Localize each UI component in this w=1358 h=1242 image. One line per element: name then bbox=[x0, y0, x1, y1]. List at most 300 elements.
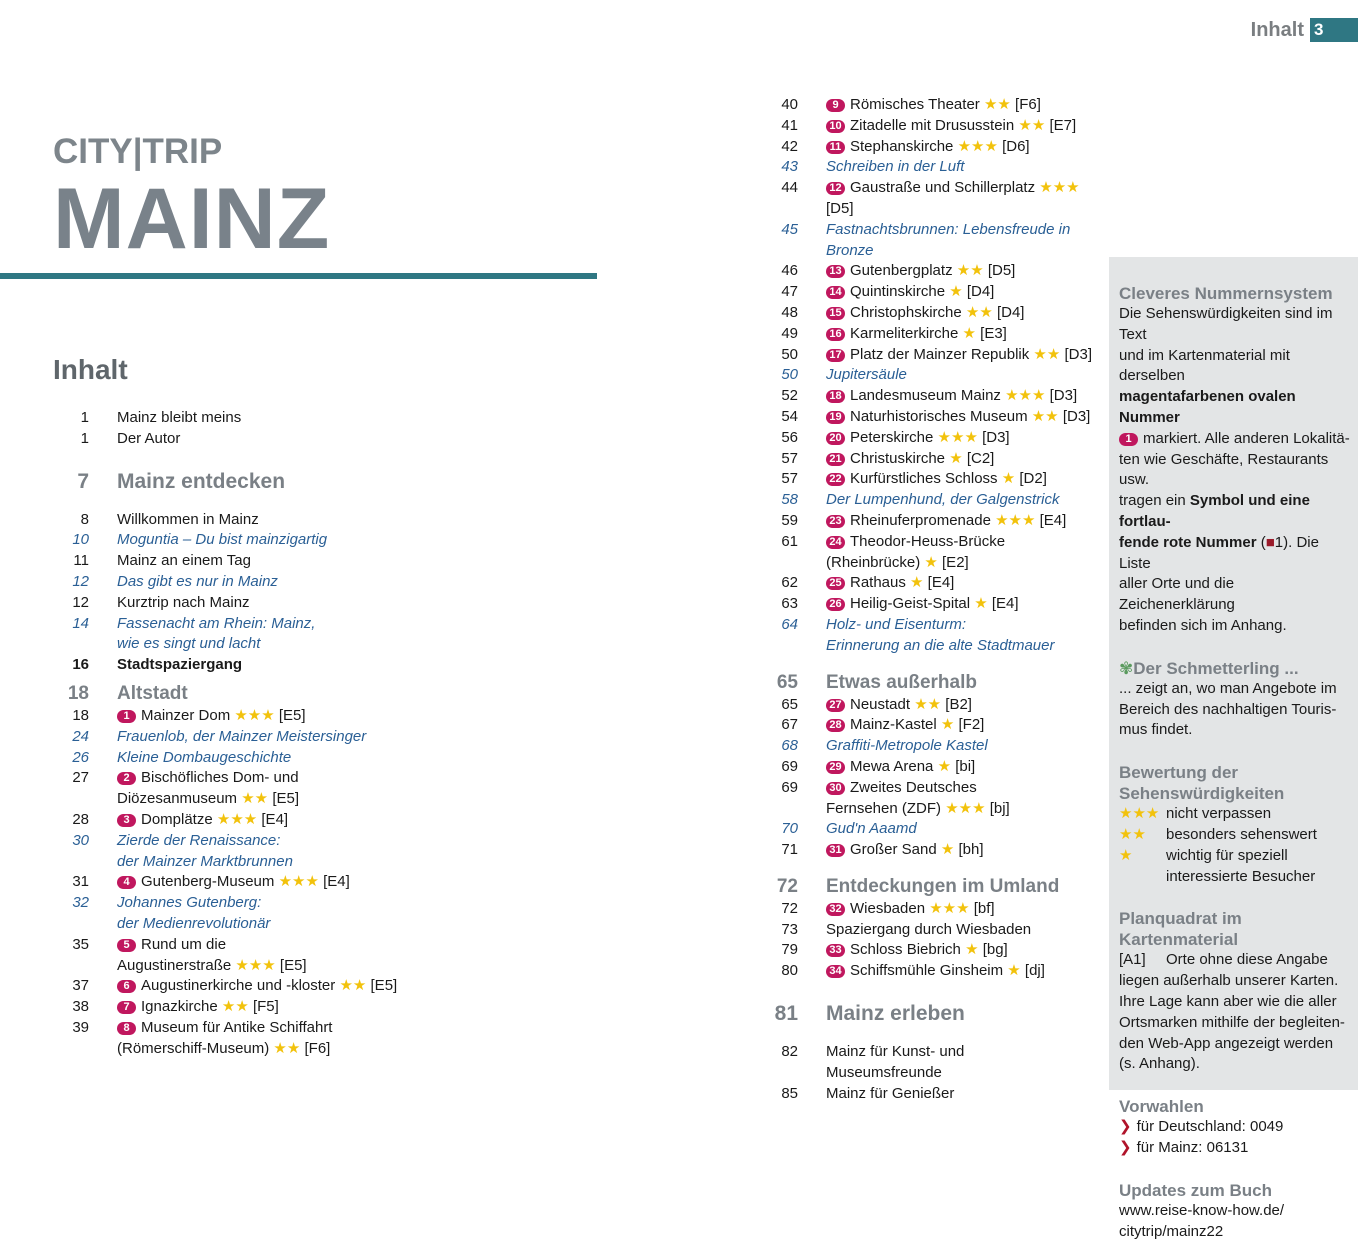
sight-name: Schiffsmühle Ginsheim bbox=[850, 962, 1003, 979]
sight-marker: 7 bbox=[117, 1001, 136, 1014]
toc-title: Jupitersäule bbox=[798, 365, 1110, 386]
star-rating: ★★★ bbox=[929, 900, 969, 917]
sight-marker: 6 bbox=[117, 980, 136, 993]
toc-page: 11 bbox=[53, 551, 89, 572]
grid-ref: [E5] bbox=[279, 707, 306, 724]
toc-sight[interactable] bbox=[53, 768, 473, 789]
sight-name: Mewa Arena bbox=[850, 758, 933, 775]
toc-page: 47 bbox=[760, 282, 798, 303]
star-rating: ★★ bbox=[241, 790, 268, 807]
sight-name: Bischöfliches Dom- und bbox=[141, 769, 299, 786]
toc-title: Stadtspaziergang bbox=[89, 655, 473, 676]
toc-sight[interactable] bbox=[53, 1018, 473, 1039]
sight-name: Rathaus bbox=[850, 574, 906, 591]
grid-ref: [dj] bbox=[1025, 962, 1045, 979]
sight-name: Gutenbergplatz bbox=[850, 262, 953, 279]
dialing-text: für Mainz: 06131 bbox=[1137, 1139, 1249, 1156]
url-line[interactable]: www.reise-know-how.de/ bbox=[1119, 1201, 1350, 1222]
text-line bbox=[1119, 950, 1350, 971]
toc-sight[interactable] bbox=[53, 872, 473, 893]
grid-ref: [D3] bbox=[1050, 387, 1078, 404]
toc-sight[interactable] bbox=[760, 573, 1110, 594]
sight-marker: 26 bbox=[826, 598, 845, 611]
grid-ref: [E5] bbox=[371, 977, 398, 994]
star-rating: ★★ bbox=[914, 696, 941, 713]
toc-title: der Medienrevolutionär bbox=[89, 914, 473, 935]
text-line: Ihre Lage kann aber wie die aller bbox=[1119, 992, 1350, 1013]
star-rating: ★★★ bbox=[1119, 804, 1166, 825]
toc-title: Mainz bleibt meins bbox=[89, 408, 473, 429]
sight-name: Neustadt bbox=[850, 696, 910, 713]
toc-chapter-title: Altstadt bbox=[89, 682, 473, 706]
toc-page: 26 bbox=[53, 748, 89, 769]
star-rating: ★ bbox=[974, 595, 987, 612]
toc-page: 69 bbox=[760, 757, 798, 778]
sight-marker: 3 bbox=[117, 814, 136, 827]
shop-bag-icon: ■ bbox=[1266, 534, 1275, 551]
dialing-text: für Deutschland: 0049 bbox=[1137, 1118, 1284, 1135]
star-rating: ★★★ bbox=[235, 957, 275, 974]
toc-page: 41 bbox=[760, 116, 798, 137]
sight-name: Museum für Antike Schiffahrt bbox=[141, 1019, 332, 1036]
toc-sight[interactable] bbox=[53, 997, 473, 1018]
toc-title: Erinnerung an die alte Stadtmauer bbox=[798, 636, 1110, 657]
toc-entry[interactable] bbox=[53, 655, 473, 676]
toc-page: 28 bbox=[53, 810, 89, 831]
sight-marker: 33 bbox=[826, 944, 845, 957]
toc-entry-feature[interactable] bbox=[53, 893, 473, 914]
grid-ref: [B2] bbox=[945, 696, 972, 713]
grid-ref: [D4] bbox=[997, 304, 1025, 321]
dialing-list bbox=[1119, 1117, 1350, 1159]
grid-ref: [D3] bbox=[982, 429, 1010, 446]
toc-page: 50 bbox=[760, 345, 798, 366]
text-line: und im Kartenmaterial mit derselben bbox=[1119, 346, 1350, 388]
star-rating: ★★ bbox=[966, 304, 993, 321]
toc-page: 40 bbox=[760, 95, 798, 116]
grid-ref: [bf] bbox=[974, 900, 995, 917]
toc-page: 57 bbox=[760, 469, 798, 490]
toc-right-column bbox=[760, 95, 1110, 1104]
grid-ref: [E2] bbox=[942, 554, 969, 571]
info-sidebar bbox=[1109, 257, 1358, 1090]
star-rating: ★★★ bbox=[1039, 179, 1079, 196]
toc-page: 79 bbox=[760, 940, 798, 961]
dialing-item bbox=[1119, 1138, 1350, 1159]
text-line: Die Sehenswürdigkeiten sind im Text bbox=[1119, 304, 1350, 346]
toc-entry[interactable] bbox=[53, 429, 473, 450]
toc-page: 32 bbox=[53, 893, 89, 914]
grid-ref: [E4] bbox=[1040, 512, 1067, 529]
toc-page: 59 bbox=[760, 511, 798, 532]
toc-entry-feature[interactable] bbox=[53, 572, 473, 593]
dialing-item bbox=[1119, 1117, 1350, 1138]
toc-title: Schreiben in der Luft bbox=[798, 157, 1110, 178]
text-line: mus findet. bbox=[1119, 720, 1350, 741]
star-rating: ★★ bbox=[1018, 117, 1045, 134]
numbering-text bbox=[1119, 304, 1350, 637]
sight-name: Zitadelle mit Drususstein bbox=[850, 117, 1014, 134]
toc-page: 7 bbox=[53, 470, 89, 494]
butterfly-heading bbox=[1119, 658, 1350, 679]
toc-sight[interactable] bbox=[760, 899, 1110, 920]
toc-entry[interactable] bbox=[53, 408, 473, 429]
text-fragment: tragen ein bbox=[1119, 492, 1186, 509]
toc-title: Der Autor bbox=[89, 429, 473, 450]
toc-sight[interactable] bbox=[760, 407, 1110, 428]
sight-name: Rheinuferpromenade bbox=[850, 512, 991, 529]
grid-ref: [D5] bbox=[826, 200, 854, 217]
sight-name: Ignazkirche bbox=[141, 998, 218, 1015]
rating-row bbox=[1119, 825, 1350, 846]
toc-sight[interactable] bbox=[760, 469, 1110, 490]
sight-marker: 20 bbox=[826, 432, 845, 445]
text-line: ten wie Geschäfte, Restaurants usw. bbox=[1119, 450, 1350, 492]
star-rating: ★★★ bbox=[279, 873, 319, 890]
toc-page: 27 bbox=[53, 768, 89, 789]
sight-name: Karmeliterkirche bbox=[850, 325, 958, 342]
star-rating: ★★ bbox=[339, 977, 366, 994]
toc-page: 24 bbox=[53, 727, 89, 748]
updates-link[interactable] bbox=[1119, 1201, 1350, 1242]
toc-title: Mainz für Genießer bbox=[798, 1084, 1110, 1105]
toc-title: Fastnachtsbrunnen: Lebensfreude in Bronze bbox=[798, 220, 1110, 262]
grid-ref: [E5] bbox=[272, 790, 299, 807]
star-rating: ★ bbox=[910, 574, 923, 591]
sight-marker: 10 bbox=[826, 120, 845, 133]
toc-page: 62 bbox=[760, 573, 798, 594]
toc-chapter-title: Mainz entdecken bbox=[89, 470, 473, 494]
sight-name: Diözesanmuseum bbox=[117, 790, 237, 807]
toc-page: 50 bbox=[760, 365, 798, 386]
sight-marker: 17 bbox=[826, 349, 845, 362]
star-rating: ★★ bbox=[273, 1040, 300, 1057]
text-line: aller Orte und die Zeichenerklärung bbox=[1119, 574, 1350, 616]
sight-name: Gaustraße und Schillerplatz bbox=[850, 179, 1035, 196]
toc-page: 42 bbox=[760, 137, 798, 158]
text-line: Ortsmarken mithilfe der begleiten- bbox=[1119, 1013, 1350, 1034]
sight-name: Mainz-Kastel bbox=[850, 716, 937, 733]
heading-line: Sehenswürdigkeiten bbox=[1119, 783, 1350, 804]
toc-page: 58 bbox=[760, 490, 798, 511]
chevron-right-icon: ❯ bbox=[1119, 1139, 1132, 1156]
toc-sight[interactable] bbox=[53, 976, 473, 997]
toc-sight[interactable] bbox=[760, 532, 1110, 553]
toc-entry-feature[interactable] bbox=[53, 748, 473, 769]
toc-page: 30 bbox=[53, 831, 89, 852]
sight-name: Platz der Mainzer Republik bbox=[850, 346, 1029, 363]
toc-sight[interactable] bbox=[760, 261, 1110, 282]
toc-entry[interactable] bbox=[53, 593, 473, 614]
toc-entry-feature[interactable] bbox=[760, 490, 1110, 511]
grid-ref: [E5] bbox=[280, 957, 307, 974]
toc-page: 39 bbox=[53, 1018, 89, 1039]
star-rating: ★ bbox=[949, 283, 962, 300]
star-rating: ★★★ bbox=[995, 512, 1035, 529]
toc-title: Moguntia – Du bist mainzigartig bbox=[89, 530, 473, 551]
sight-name: Fernsehen (ZDF) bbox=[826, 800, 941, 817]
toc-sight[interactable] bbox=[760, 345, 1110, 366]
star-rating: ★★ bbox=[957, 262, 984, 279]
toc-page: 64 bbox=[760, 615, 798, 636]
star-rating: ★ bbox=[924, 554, 937, 571]
book-title: MAINZ bbox=[53, 170, 330, 269]
star-rating: ★★★ bbox=[958, 138, 998, 155]
toc-page: 48 bbox=[760, 303, 798, 324]
sight-name: Rund um die bbox=[141, 936, 226, 953]
toc-entry-continued bbox=[53, 634, 473, 655]
toc-title: Holz- und Eisenturm: bbox=[798, 615, 1110, 636]
toc-sight[interactable] bbox=[760, 137, 1110, 158]
toc-page: 18 bbox=[53, 706, 89, 727]
toc-page: 61 bbox=[760, 532, 798, 553]
text-line bbox=[1119, 533, 1350, 575]
grid-ref: [D3] bbox=[1065, 346, 1093, 363]
star-rating: ★★ bbox=[222, 998, 249, 1015]
toc-page: 71 bbox=[760, 840, 798, 861]
sight-marker: 11 bbox=[826, 141, 845, 154]
toc-chapter[interactable] bbox=[760, 875, 1110, 899]
toc-sight[interactable] bbox=[53, 935, 473, 956]
toc-page: 65 bbox=[760, 671, 798, 695]
url-line[interactable]: citytrip/mainz22 bbox=[1119, 1222, 1350, 1242]
toc-chapter[interactable] bbox=[760, 1002, 1110, 1026]
grid-ref: [D5] bbox=[988, 262, 1016, 279]
grid-ref: [E4] bbox=[261, 811, 288, 828]
heading-text: Der Schmetterling ... bbox=[1133, 659, 1298, 678]
sight-marker: 16 bbox=[826, 328, 845, 341]
toc-entry-continued bbox=[53, 956, 473, 977]
text-fragment: 1 bbox=[1275, 534, 1283, 551]
sight-marker: 28 bbox=[826, 719, 845, 732]
toc-title: Der Lumpenhund, der Galgenstrick bbox=[798, 490, 1110, 511]
sight-name: Peterskirche bbox=[850, 429, 933, 446]
sight-name: Gutenberg-Museum bbox=[141, 873, 274, 890]
toc-sight[interactable] bbox=[760, 940, 1110, 961]
toc-title: Frauenlob, der Mainzer Meistersinger bbox=[89, 727, 473, 748]
toc-entry-feature[interactable] bbox=[53, 831, 473, 852]
star-rating: ★ bbox=[1007, 962, 1020, 979]
toc-sight[interactable] bbox=[760, 324, 1110, 345]
sight-name: Römisches Theater bbox=[850, 96, 980, 113]
toc-chapter[interactable] bbox=[760, 671, 1110, 695]
star-rating: ★★★ bbox=[234, 707, 274, 724]
toc-heading: Inhalt bbox=[53, 354, 128, 386]
toc-entry[interactable] bbox=[760, 920, 1110, 941]
star-rating: ★ bbox=[941, 841, 954, 858]
toc-entry-continued bbox=[760, 553, 1110, 574]
toc-entry-feature[interactable] bbox=[53, 614, 473, 635]
sight-marker: 2 bbox=[117, 772, 136, 785]
toc-entry-feature[interactable] bbox=[53, 530, 473, 551]
toc-sight[interactable] bbox=[760, 594, 1110, 615]
text-line bbox=[1119, 429, 1350, 450]
toc-entry-feature[interactable] bbox=[760, 365, 1110, 386]
toc-page: 44 bbox=[760, 178, 798, 220]
sight-marker: 13 bbox=[826, 265, 845, 278]
toc-page: 14 bbox=[53, 614, 89, 635]
star-rating: ★ bbox=[963, 325, 976, 342]
toc-entry[interactable] bbox=[760, 1084, 1110, 1105]
toc-page: 31 bbox=[53, 872, 89, 893]
toc-sight[interactable] bbox=[760, 449, 1110, 470]
page-header bbox=[1251, 18, 1358, 42]
grid-ref: [bj] bbox=[990, 800, 1010, 817]
rating-row bbox=[1119, 846, 1350, 888]
sight-marker: 25 bbox=[826, 577, 845, 590]
toc-sight[interactable] bbox=[760, 303, 1110, 324]
toc-sight[interactable] bbox=[760, 178, 1110, 220]
toc-sight[interactable] bbox=[760, 961, 1110, 982]
text-line: magentafarbenen ovalen Nummer bbox=[1119, 387, 1350, 429]
sight-name: Landesmuseum Mainz bbox=[850, 387, 1001, 404]
sight-marker: 19 bbox=[826, 411, 845, 424]
star-rating: ★★ bbox=[1033, 346, 1060, 363]
text-line: ... zeigt an, wo man Angebote im bbox=[1119, 679, 1350, 700]
toc-entry[interactable] bbox=[53, 510, 473, 531]
sight-marker: 27 bbox=[826, 699, 845, 712]
toc-sight[interactable] bbox=[760, 840, 1110, 861]
toc-entry-feature[interactable] bbox=[760, 819, 1110, 840]
grid-ref: [bi] bbox=[955, 758, 975, 775]
toc-entry-continued bbox=[53, 1039, 473, 1060]
toc-sight[interactable] bbox=[53, 810, 473, 831]
toc-page: 81 bbox=[760, 1002, 798, 1026]
numbering-heading: Cleveres Nummernsystem bbox=[1119, 283, 1350, 304]
grid-ref: [E7] bbox=[1049, 117, 1076, 134]
text-fragment: ( bbox=[1261, 534, 1266, 551]
toc-entry-feature[interactable] bbox=[760, 736, 1110, 757]
sight-marker: 23 bbox=[826, 515, 845, 528]
grid-text bbox=[1119, 950, 1350, 1075]
star-rating: ★ bbox=[949, 450, 962, 467]
toc-sight[interactable] bbox=[760, 757, 1110, 778]
grid-ref: [F6] bbox=[1015, 96, 1041, 113]
grid-ref: [E3] bbox=[980, 325, 1007, 342]
sight-marker: 8 bbox=[117, 1022, 136, 1035]
sight-marker: 31 bbox=[826, 844, 845, 857]
toc-entry-feature[interactable] bbox=[53, 727, 473, 748]
sight-name: (Rheinbrücke) bbox=[826, 554, 920, 571]
sight-name: Christophskirche bbox=[850, 304, 962, 321]
sight-name: Augustinerkirche und -kloster bbox=[141, 977, 335, 994]
sight-name: Heilig-Geist-Spital bbox=[850, 595, 970, 612]
toc-sight[interactable] bbox=[760, 695, 1110, 716]
grid-ref: [bh] bbox=[959, 841, 984, 858]
toc-sight[interactable] bbox=[760, 428, 1110, 449]
sight-name: Christuskirche bbox=[850, 450, 945, 467]
toc-page: 45 bbox=[760, 220, 798, 262]
text-fragment: Orte ohne diese Angabe bbox=[1166, 951, 1328, 968]
toc-title: Kleine Dombaugeschichte bbox=[89, 748, 473, 769]
sight-marker: 32 bbox=[826, 903, 845, 916]
grid-ref: [D3] bbox=[1063, 408, 1091, 425]
toc-page: 12 bbox=[53, 572, 89, 593]
rating-label bbox=[1166, 846, 1315, 888]
sight-name: Theodor-Heuss-Brücke bbox=[850, 533, 1005, 550]
toc-title: Kurztrip nach Mainz bbox=[89, 593, 473, 614]
toc-chapter-title: Entdeckungen im Umland bbox=[798, 875, 1110, 899]
sight-name: Domplätze bbox=[141, 811, 213, 828]
toc-sight[interactable] bbox=[760, 95, 1110, 116]
star-rating: ★★ bbox=[1032, 408, 1059, 425]
toc-page: 73 bbox=[760, 920, 798, 941]
toc-sight[interactable] bbox=[760, 778, 1110, 799]
toc-title: Fassenacht am Rhein: Mainz, bbox=[89, 614, 473, 635]
sight-marker: 18 bbox=[826, 390, 845, 403]
text-fragment: Symbol und eine fortlau- bbox=[1119, 492, 1310, 530]
toc-sight[interactable] bbox=[760, 511, 1110, 532]
sight-name: Kurfürstliches Schloss bbox=[850, 470, 998, 487]
toc-title: Gud'n Aaamd bbox=[798, 819, 1110, 840]
star-rating: ★ bbox=[938, 758, 951, 775]
toc-entry-feature[interactable] bbox=[760, 157, 1110, 178]
toc-entry[interactable] bbox=[760, 1042, 1110, 1063]
toc-entry[interactable] bbox=[53, 551, 473, 572]
grid-ref: [E4] bbox=[928, 574, 955, 591]
grid-ref: [D6] bbox=[1002, 138, 1030, 155]
grid-ref: [A1] bbox=[1119, 950, 1166, 971]
toc-page: 72 bbox=[760, 875, 798, 899]
sight-marker: 4 bbox=[117, 876, 136, 889]
grid-ref: [D4] bbox=[967, 283, 995, 300]
toc-title: Johannes Gutenberg: bbox=[89, 893, 473, 914]
grid-ref: [bg] bbox=[983, 941, 1008, 958]
toc-sight[interactable] bbox=[760, 386, 1110, 407]
chevron-right-icon: ❯ bbox=[1119, 1118, 1132, 1135]
text-fragment: ). Die Liste bbox=[1119, 534, 1319, 572]
toc-sight[interactable] bbox=[760, 715, 1110, 736]
toc-sight[interactable] bbox=[760, 116, 1110, 137]
toc-entry-continued bbox=[53, 789, 473, 810]
header-section-label: Inhalt bbox=[1251, 19, 1310, 42]
toc-page: 68 bbox=[760, 736, 798, 757]
star-rating: ★ bbox=[1002, 470, 1015, 487]
toc-page: 38 bbox=[53, 997, 89, 1018]
sight-marker: 22 bbox=[826, 473, 845, 486]
toc-entry-feature[interactable] bbox=[760, 220, 1110, 262]
toc-chapter[interactable] bbox=[53, 682, 473, 706]
rating-heading bbox=[1119, 762, 1350, 804]
toc-page: 46 bbox=[760, 261, 798, 282]
sight-marker: 34 bbox=[826, 965, 845, 978]
star-rating: ★★★ bbox=[938, 429, 978, 446]
updates-heading: Updates zum Buch bbox=[1119, 1180, 1350, 1201]
toc-sight[interactable] bbox=[760, 282, 1110, 303]
sight-marker: 29 bbox=[826, 761, 845, 774]
text-line: Bereich des nachhaltigen Touris- bbox=[1119, 700, 1350, 721]
text-fragment: fende rote Nummer bbox=[1119, 534, 1257, 551]
toc-chapter-title: Mainz erleben bbox=[798, 1002, 1110, 1026]
toc-page: 37 bbox=[53, 976, 89, 997]
sight-name: Mainzer Dom bbox=[141, 707, 230, 724]
sight-name: Wiesbaden bbox=[850, 900, 925, 917]
sight-name: Großer Sand bbox=[850, 841, 937, 858]
butterfly-icon: ✾ bbox=[1119, 659, 1133, 678]
toc-entry-continued bbox=[760, 1063, 1110, 1084]
grid-ref: [F2] bbox=[959, 716, 985, 733]
rating-row bbox=[1119, 804, 1350, 825]
toc-title: Museumsfreunde bbox=[798, 1063, 1110, 1084]
toc-page: 80 bbox=[760, 961, 798, 982]
toc-sight[interactable] bbox=[53, 706, 473, 727]
toc-page: 1 bbox=[53, 429, 89, 450]
toc-chapter[interactable] bbox=[53, 470, 473, 494]
text-fragment: markiert. Alle anderen Lokalitä- bbox=[1143, 430, 1350, 447]
toc-entry-feature[interactable] bbox=[760, 615, 1110, 636]
star-rating: ★★★ bbox=[1005, 387, 1045, 404]
toc-page: 12 bbox=[53, 593, 89, 614]
